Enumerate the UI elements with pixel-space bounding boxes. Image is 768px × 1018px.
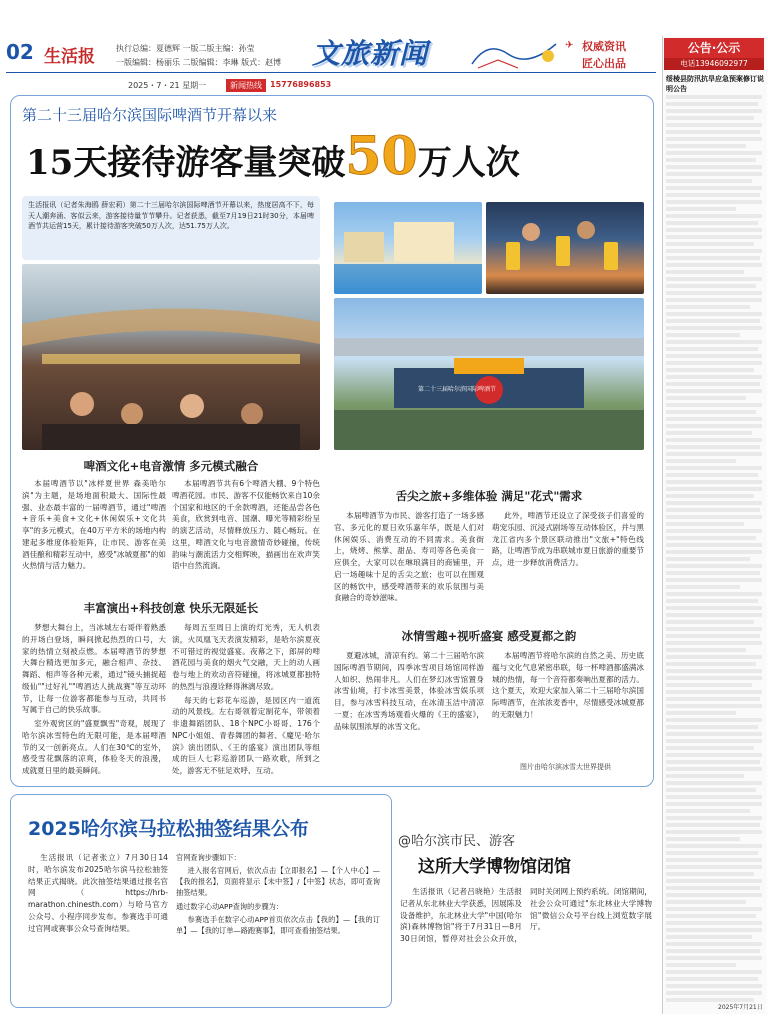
- photo-credit: 图片由哈尔滨冰雪大世界提供: [520, 763, 611, 771]
- notice-phone: 电话13946092977: [664, 58, 764, 70]
- section-4-title: 冰情雪趣+视听盛宴 感受夏都之韵: [401, 629, 577, 643]
- section-1-para-2: 本届啤酒节共有6个啤酒大棚、9个特色啤酒花园。市民、游客不仅能畅饮来自10余个国家和地区的千余款啤酒，还能品尝各色美食，欣赏到电音、国潮、曝光等精彩纷呈的演艺活动，尽情释放压力、随心畅玩。在这里，啤酒文化与电音激情奇妙碰撞，传统韵味与潮流活力交相辉映，描画出在欢声笑语中自然流淌。: [172, 479, 320, 571]
- decor-graphic: [468, 34, 560, 72]
- marathon-query-steps: 进入报名官网后，依次点击【立即报名】—【个人中心】—【我的报名】，页面将显示【未中签】/【中签】状态，即可查询抽签结果。: [176, 866, 380, 898]
- section-2-col-2: [172, 622, 320, 780]
- header-rule: [6, 72, 656, 73]
- marathon-app-title: 通过数字心动APP查询的步骤为：: [176, 901, 284, 911]
- hotline-label: 新闻热线: [226, 79, 266, 92]
- main-headline: [26, 126, 520, 187]
- museum-body-text: 生活报讯（记者吕晓艳）生活报记者从东北林业大学获悉，因展陈及设备维护，东北林业大学"中国(哈尔滨)森林博物馆"将于7月31日—8月30日闭馆，暂停对社会公众开放，同时关闭网上预约系统。闭馆期间，社会公众可通过"东北林业大学博物馆"微信公众号平台线上浏览数字展厅。: [400, 887, 652, 944]
- photo-cheers: [486, 202, 644, 294]
- headline-suffix: 万人次: [417, 143, 520, 183]
- page-number-text: 02: [6, 40, 34, 64]
- notice-header: 公告·公示: [664, 38, 764, 58]
- headline-prefix: 15天接待游客量突破: [26, 143, 346, 183]
- section-1-col-2: [172, 478, 320, 574]
- main-subtitle: 第二十三届哈尔滨国际啤酒节开幕以来: [22, 106, 278, 124]
- section-2-para-4: 每天的七彩花车巡游，是园区内一道流动的风景线。左右哥领着定制花车，带领着非遗舞蹈团队、18个NPC小哥哥、176个NPC小姐姐、青春舞团的舞者、《魔见·哈尔滨》演出团队、《王的盛宴》演出团队等组成的巨人七彩巡游团队一路欢歌，所到之处，游客无不驻足欢呼、互动。: [172, 695, 320, 776]
- section-4-col-2: [492, 650, 644, 758]
- notice-title: 绥棱县防汛抗旱应急预案修订说明公告: [666, 75, 764, 93]
- section-1-col-1: [22, 478, 166, 574]
- slogan-arrow: ✈: [565, 40, 574, 51]
- marathon-body-text: 生活报讯（记者张立）7月30日14时，哈尔滨发布2025哈尔滨马拉松抽签结果正式揭晓。此次抽签结果通过报名官网（https://hrb-marathon.chinesth.com）与哈马官方公众号、小程序同步发布。参赛选手可通过官网或赛事公众号查询结果。: [28, 853, 168, 933]
- notice-date: 2025年7月21日: [718, 1004, 763, 1011]
- headline-number: 50: [345, 126, 418, 187]
- section-3-para-1: 本届啤酒节为市民、游客打造了一场多感官、多元化的夏日欢乐嘉年华，既是人们对休闲娱乐、消费互动的不同需求。美食街上，烧烤、熊掌、甜品、寿司等各色美食一应俱全，大家可以在琳琅满目的商铺里，开启一场趣味十足的舌尖之旅；也可以在围观区的畅饮中，感受啤酒带来的欢乐氛围与美食融合的奇妙滋味。: [334, 511, 484, 602]
- marathon-query: [176, 852, 380, 998]
- section-1-para-1: 本届啤酒节以"冰样夏世界 森美哈尔滨"为主题，是场地面积最大、国际性最强、业态最丰富的一届啤酒节，通过"啤酒+音乐+美食+文化+休闲娱乐+文化共享"的多元模式，在40万平方米的场地内构建起多维度体验矩阵，让市民、游客在美酒佳酿和精彩互动中，感受"冰城夏都"的如火热情与活力魅力。: [22, 479, 166, 571]
- section-2-para-3: 室外观赏区的"盛夏飘雪"奇观，展现了哈尔滨冰雪特色的无限可能，是本届啤酒节的又一创新亮点。人们在30℃的室外，感受雪花飘落的凉爽，体验冬天的浪漫，成就夏日里的最美瞬间。: [22, 719, 166, 776]
- slogan-2: 匠心出品: [582, 57, 626, 70]
- section-2-title: 丰富演出+科技创意 快乐无限延长: [83, 601, 259, 615]
- marathon-body: [28, 852, 168, 998]
- photo-beer-hall: [22, 264, 320, 450]
- section-3-col-2: [492, 510, 644, 602]
- section-3-col-1: [334, 510, 484, 602]
- marathon-query-title: 官网查询步骤如下：: [176, 853, 241, 862]
- marathon-app-steps: 参赛选手在数字心动APP首页依次点击【我的】—【我的订单】—【我的订单—路跑赛事】，即可查看抽签结果。: [176, 914, 380, 935]
- section-3-title: 舌尖之旅+多维体验 满足"花式"需求: [395, 489, 583, 503]
- photo-banner-text: 第二十三届哈尔滨国际啤酒节: [418, 386, 497, 393]
- museum-kicker: @哈尔滨市民、游客: [398, 834, 516, 849]
- intro-box: [22, 196, 320, 260]
- intro-text: 生活报讯（记者朱海鸥 薛宏莉）第二十三届哈尔滨国际啤酒节开幕以来，热度居高不下，每天人潮奔涌、客似云来，游客接待量节节攀升。记者获悉，截至7月19日21时30分，本届啤酒节共运营15天，累计接待游客突破50万人次，达51.75万人次。: [28, 201, 314, 230]
- marathon-title: 2025哈尔滨马拉松抽签结果公布: [28, 818, 309, 840]
- slogan-1: 权威资讯: [582, 40, 626, 53]
- section-3-para-2: 此外，啤酒节还设立了深受孩子们喜爱的萌宠乐园、沉浸式剧场等互动体验区，并与黑龙江省内多个景区联动推出"文旅+"特色线路，让啤酒节成为串联城市夏日旅游的重要节点，进一步释放消费活力。: [492, 511, 644, 568]
- section-2-para-1: 梦想大舞台上，当冰城左右哥伴着熟悉的开场白登场，瞬间掀起热烈的口号，大家的热情立刻被点燃。本届啤酒节的梦想大舞台精选更加多元，融合相声、杂技、舞蹈、相声等各种元素，通过"镜头捕捉超级仙""过好礼""啤酒达人挑战赛"等互动环节，让每一位游客都能参与互动，共同书写属于自己的快乐故事。: [22, 623, 166, 715]
- editors-line-1: 执行总编：夏德辉 一版二版主编：孙莹: [116, 44, 255, 53]
- editors-line-2: 一版编辑：杨丽乐 二版编辑：李琳 版式：赵博: [116, 58, 282, 67]
- photo-water-park: [334, 202, 482, 294]
- museum-body: [400, 886, 652, 1002]
- issue-date: 2025・7・21 星期一: [128, 81, 207, 90]
- section-title: 文旅新闻: [312, 37, 429, 70]
- section-4-para-1: 夏避冰城，清凉有约。第二十三届哈尔滨国际啤酒节期间，四季冰雪项目场馆同样游人如织、热闹非凡。人们在梦幻冰雪馆置身冰雪仙境，打卡冰雪美景，体验冰雪娱乐项目，参与冰雪科技互动，在冰清玉洁中清凉一夏；在冰雪秀场观看火爆的《王的盛宴》，品味氛围浓厚的冰雪文化。: [334, 651, 484, 731]
- section-2-para-2: 每周五至周日上演的灯光秀，无人机表演，火凤凰飞天表演发精彩，是哈尔滨夏夜不可错过的视觉盛宴。夜幕之下，郎屏的啤酒花园与美食的烟火气交融，天上的动人画卷与地上的欢动音符碰撞，将冰城夏都独特的热烈与浪漫诠释得淋漓尽致。: [172, 623, 320, 691]
- notice-body: [666, 92, 762, 1002]
- section-2-col-1: [22, 622, 166, 780]
- section-1-title: 啤酒文化+电音激情 多元模式融合: [83, 459, 259, 473]
- museum-title: 这所大学博物馆闭馆: [418, 857, 571, 877]
- newspaper-logo: 生活报: [44, 47, 95, 67]
- hotline-number: 15776896853: [270, 80, 332, 89]
- section-4-para-2: 本届啤酒节将哈尔滨的自然之美、历史底蕴与文化气息紧密串联，每一杯啤酒都盛满冰城的热情，每一个音符都奏响出夏都的活力。这个夏天，欢迎大家加入第二十三届哈尔滨国际啤酒节，在浓浓麦香中，尽情感受冰城夏都的无限魅力！: [492, 651, 644, 719]
- photo-aerial-gate: [334, 298, 644, 450]
- section-4-col-1: [334, 650, 484, 770]
